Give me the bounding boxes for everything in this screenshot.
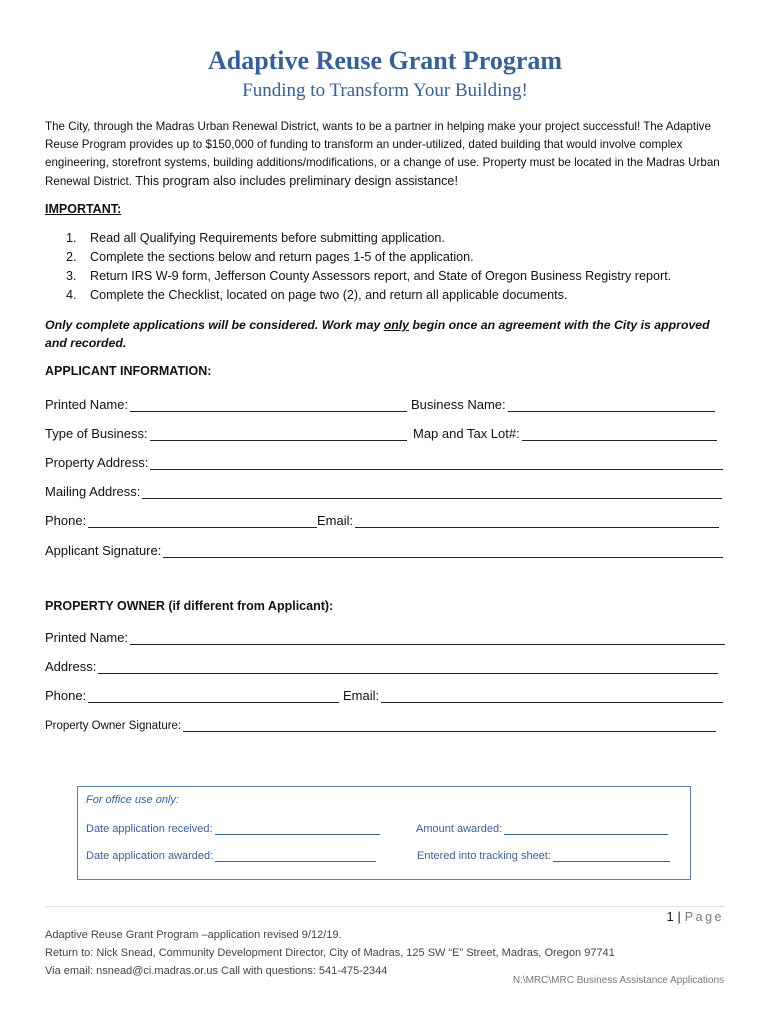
applicant-row-property bbox=[45, 452, 725, 470]
amount-awarded-field[interactable]: Amount awarded: bbox=[416, 819, 668, 835]
applicant-row-mailing bbox=[45, 481, 725, 499]
applicant-printed-name-field[interactable]: Printed Name: bbox=[45, 394, 407, 412]
list-item: 2. Complete the sections below and return pages 1-5 of the application. bbox=[66, 250, 474, 264]
applicant-row-business bbox=[45, 423, 725, 441]
list-item: 4. Complete the Checklist, located on page two (2), and return all applicable documents. bbox=[66, 288, 568, 302]
owner-signature-field[interactable]: Property Owner Signature: bbox=[45, 714, 716, 732]
intro-paragraph bbox=[45, 118, 731, 191]
property-address-field[interactable]: Property Address: bbox=[45, 452, 723, 470]
date-awarded-field[interactable]: Date application awarded: bbox=[86, 846, 376, 862]
intro-text-large: This program also includes preliminary design assistance! bbox=[131, 174, 458, 188]
applicant-row-names bbox=[45, 394, 725, 412]
applicant-email-field[interactable]: Email: bbox=[317, 510, 719, 528]
owner-address-field[interactable]: Address: bbox=[45, 656, 718, 674]
footer-contact: Via email: nsnead@ci.madras.or.us Call with questions: 541-475-2344 bbox=[45, 965, 388, 977]
page-number: 1 | Page bbox=[666, 910, 724, 924]
footer-return-to: Return to: Nick Snead, Community Development Director, City of Madras, 125 SW “E” Street, Madras, Oregon 97741 bbox=[45, 947, 615, 959]
type-of-business-field[interactable]: Type of Business: bbox=[45, 423, 407, 441]
important-heading: IMPORTANT: bbox=[45, 202, 122, 216]
owner-heading: PROPERTY OWNER (if different from Applicant): bbox=[45, 599, 334, 613]
intro-text: The City, through the Madras Urban Renewal District, wants to be a partner in helping make your project successful! The Adaptive Reuse Program provides up to $150,000 of funding to transform an under-utilized, dated building that would involve complex engineering, storefront systems, building additions/modifications, or a change of use. Property must be located in the Madras Urban Renewal District. bbox=[45, 120, 720, 188]
owner-row-contact bbox=[45, 685, 725, 703]
list-item: 1. Read all Qualifying Requirements before submitting application. bbox=[66, 231, 445, 245]
footer-revised: Adaptive Reuse Grant Program –application revised 9/12/19. bbox=[45, 929, 342, 941]
applicant-heading: APPLICANT INFORMATION: bbox=[45, 364, 212, 378]
map-tax-lot-field[interactable]: Map and Tax Lot#: bbox=[413, 423, 717, 441]
owner-email-field[interactable]: Email: bbox=[343, 685, 723, 703]
mailing-address-field[interactable]: Mailing Address: bbox=[45, 481, 722, 499]
page-subtitle: Funding to Transform Your Building! bbox=[242, 80, 528, 101]
completion-notice: Only complete applications will be considered. Work may only begin once an agreement with the City is approved and recorded. bbox=[45, 318, 710, 350]
tracking-sheet-field[interactable]: Entered into tracking sheet: bbox=[417, 846, 670, 862]
business-name-field[interactable]: Business Name: bbox=[411, 394, 715, 412]
applicant-row-signature bbox=[45, 540, 725, 558]
owner-row-address bbox=[45, 656, 725, 674]
owner-phone-field[interactable]: Phone: bbox=[45, 685, 339, 703]
footer-file-path: N:\MRC\MRC Business Assistance Applications bbox=[512, 975, 724, 986]
office-use-box bbox=[77, 786, 691, 880]
owner-printed-name-field[interactable]: Printed Name: bbox=[45, 627, 725, 645]
applicant-phone-field[interactable]: Phone: bbox=[45, 510, 317, 528]
footer-text bbox=[45, 926, 615, 980]
page-title: Adaptive Reuse Grant Program bbox=[207, 46, 563, 75]
applicant-signature-field[interactable]: Applicant Signature: bbox=[45, 540, 723, 558]
list-item: 3. Return IRS W-9 form, Jefferson County Assessors report, and State of Oregon Business Registry report. bbox=[66, 269, 672, 283]
office-use-heading: For office use only: bbox=[86, 794, 179, 806]
notice-emphasis: only bbox=[383, 318, 409, 332]
requirements-list bbox=[66, 229, 671, 305]
footer-divider bbox=[45, 906, 725, 907]
date-received-field[interactable]: Date application received: bbox=[86, 819, 380, 835]
applicant-row-contact bbox=[45, 510, 725, 528]
owner-row-name bbox=[45, 627, 725, 645]
owner-row-signature bbox=[45, 714, 725, 732]
